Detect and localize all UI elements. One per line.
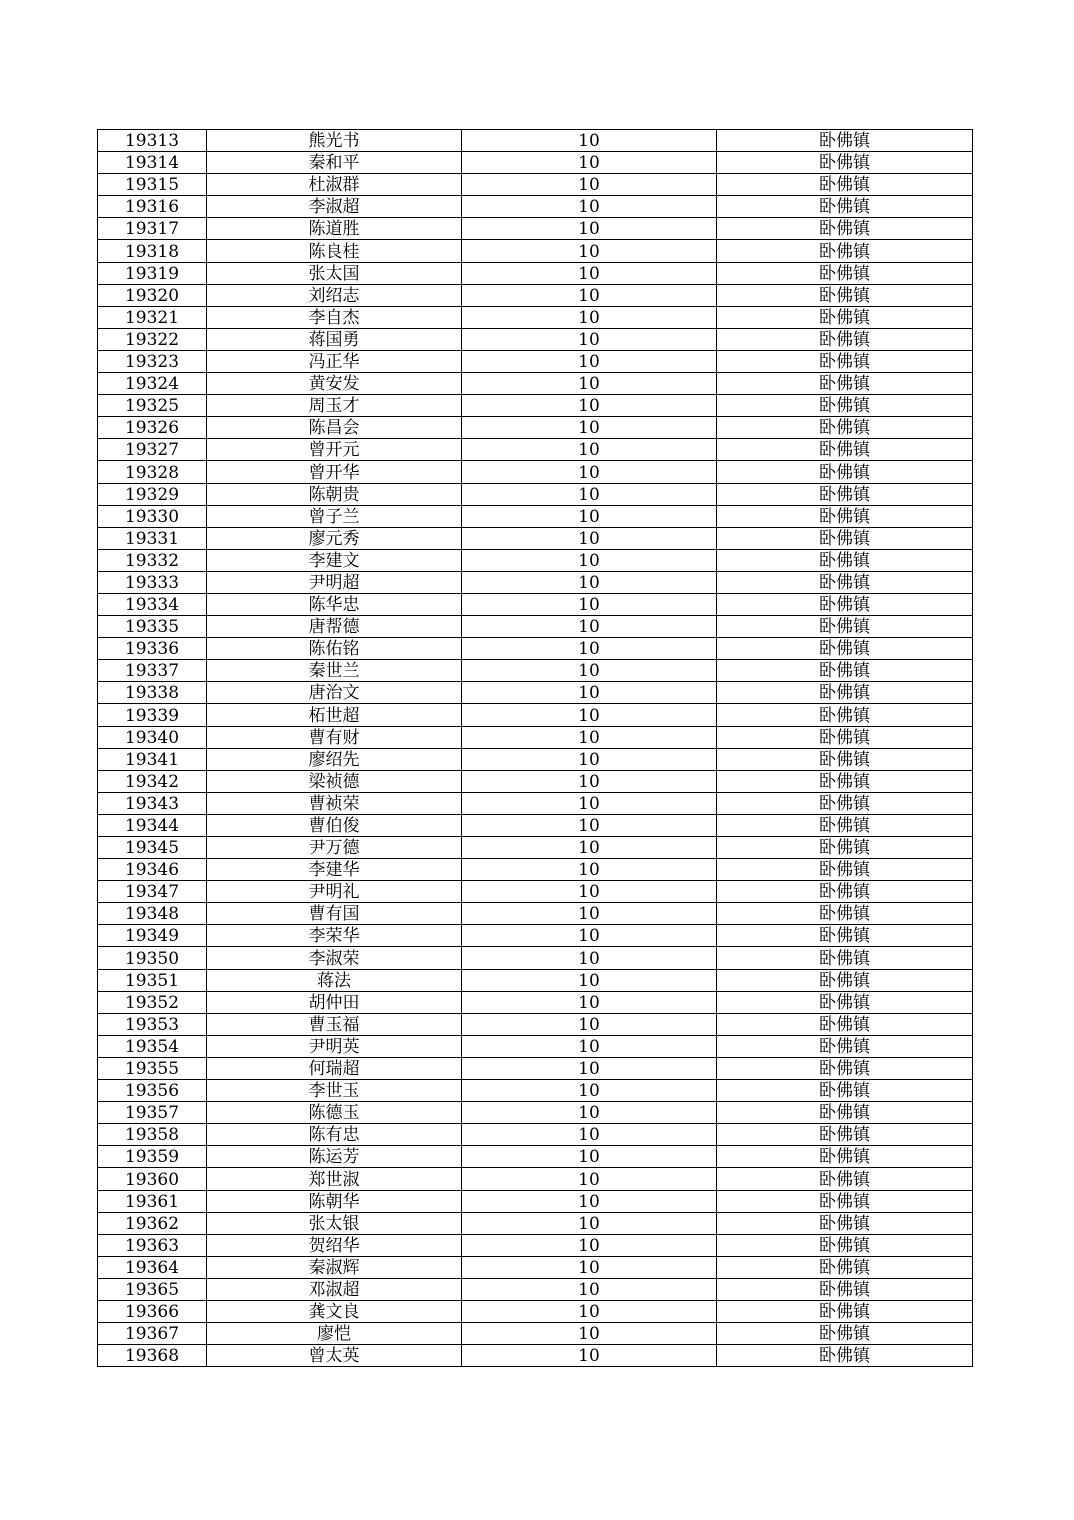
town-cell: 卧佛镇: [717, 1190, 973, 1212]
town-cell: 卧佛镇: [717, 1234, 973, 1256]
row-id-cell: 19358: [98, 1124, 207, 1146]
town-cell: 卧佛镇: [717, 1146, 973, 1168]
town-cell: 卧佛镇: [717, 1124, 973, 1146]
name-cell: 陈华忠: [207, 593, 462, 615]
amount-cell: 10: [462, 726, 717, 748]
amount-cell: 10: [462, 417, 717, 439]
amount-cell: 10: [462, 1124, 717, 1146]
table-row: [98, 527, 973, 549]
town-cell: 卧佛镇: [717, 306, 973, 328]
amount-cell: 10: [462, 130, 717, 152]
amount-cell: 10: [462, 1035, 717, 1057]
table-row: [98, 859, 973, 881]
town-cell: 卧佛镇: [717, 1057, 973, 1079]
row-id-cell: 19319: [98, 262, 207, 284]
table-row: [98, 660, 973, 682]
name-cell: 张太银: [207, 1212, 462, 1234]
table-row: [98, 991, 973, 1013]
table-row: [98, 903, 973, 925]
name-cell: 曾开元: [207, 439, 462, 461]
amount-cell: 10: [462, 682, 717, 704]
row-id-cell: 19344: [98, 814, 207, 836]
amount-cell: 10: [462, 770, 717, 792]
town-cell: 卧佛镇: [717, 814, 973, 836]
table-row: [98, 770, 973, 792]
town-cell: 卧佛镇: [717, 439, 973, 461]
table-row: [98, 130, 973, 152]
name-cell: 唐治文: [207, 682, 462, 704]
row-id-cell: 19361: [98, 1190, 207, 1212]
table-row: [98, 837, 973, 859]
name-cell: 李建文: [207, 549, 462, 571]
amount-cell: 10: [462, 262, 717, 284]
town-cell: 卧佛镇: [717, 174, 973, 196]
row-id-cell: 19349: [98, 925, 207, 947]
table-row: [98, 1278, 973, 1300]
amount-cell: 10: [462, 549, 717, 571]
row-id-cell: 19353: [98, 1013, 207, 1035]
row-id-cell: 19339: [98, 704, 207, 726]
amount-cell: 10: [462, 571, 717, 593]
name-cell: 曹祯荣: [207, 792, 462, 814]
row-id-cell: 19321: [98, 306, 207, 328]
row-id-cell: 19350: [98, 947, 207, 969]
town-cell: 卧佛镇: [717, 218, 973, 240]
town-cell: 卧佛镇: [717, 704, 973, 726]
row-id-cell: 19357: [98, 1102, 207, 1124]
amount-cell: 10: [462, 1146, 717, 1168]
town-cell: 卧佛镇: [717, 483, 973, 505]
table-row: [98, 1013, 973, 1035]
table-row: [98, 174, 973, 196]
table-row: [98, 483, 973, 505]
town-cell: 卧佛镇: [717, 770, 973, 792]
name-cell: 廖绍先: [207, 748, 462, 770]
name-cell: 廖恺: [207, 1323, 462, 1345]
name-cell: 张太国: [207, 262, 462, 284]
name-cell: 曾子兰: [207, 505, 462, 527]
amount-cell: 10: [462, 395, 717, 417]
amount-cell: 10: [462, 1212, 717, 1234]
name-cell: 陈佑铭: [207, 638, 462, 660]
name-cell: 李自杰: [207, 306, 462, 328]
town-cell: 卧佛镇: [717, 395, 973, 417]
town-cell: 卧佛镇: [717, 1212, 973, 1234]
amount-cell: 10: [462, 593, 717, 615]
amount-cell: 10: [462, 1278, 717, 1300]
town-cell: 卧佛镇: [717, 1080, 973, 1102]
name-cell: 龚文良: [207, 1300, 462, 1322]
table-row: [98, 1212, 973, 1234]
amount-cell: 10: [462, 483, 717, 505]
row-id-cell: 19367: [98, 1323, 207, 1345]
row-id-cell: 19313: [98, 130, 207, 152]
row-id-cell: 19323: [98, 350, 207, 372]
name-cell: 唐帮德: [207, 616, 462, 638]
row-id-cell: 19363: [98, 1234, 207, 1256]
row-id-cell: 19341: [98, 748, 207, 770]
town-cell: 卧佛镇: [717, 859, 973, 881]
name-cell: 曾开华: [207, 461, 462, 483]
name-cell: 黄安发: [207, 373, 462, 395]
amount-cell: 10: [462, 1057, 717, 1079]
name-cell: 李荣华: [207, 925, 462, 947]
name-cell: 刘绍志: [207, 284, 462, 306]
town-cell: 卧佛镇: [717, 616, 973, 638]
amount-cell: 10: [462, 306, 717, 328]
town-cell: 卧佛镇: [717, 417, 973, 439]
name-cell: 陈德玉: [207, 1102, 462, 1124]
table-row: [98, 240, 973, 262]
town-cell: 卧佛镇: [717, 328, 973, 350]
table-row: [98, 682, 973, 704]
row-id-cell: 19338: [98, 682, 207, 704]
town-cell: 卧佛镇: [717, 571, 973, 593]
table-row: [98, 284, 973, 306]
row-id-cell: 19343: [98, 792, 207, 814]
amount-cell: 10: [462, 991, 717, 1013]
table-row: [98, 814, 973, 836]
amount-cell: 10: [462, 1080, 717, 1102]
amount-cell: 10: [462, 461, 717, 483]
row-id-cell: 19362: [98, 1212, 207, 1234]
name-cell: 尹明礼: [207, 881, 462, 903]
amount-cell: 10: [462, 439, 717, 461]
row-id-cell: 19348: [98, 903, 207, 925]
row-id-cell: 19324: [98, 373, 207, 395]
table-row: [98, 638, 973, 660]
name-cell: 蒋国勇: [207, 328, 462, 350]
row-id-cell: 19368: [98, 1345, 207, 1367]
town-cell: 卧佛镇: [717, 1102, 973, 1124]
amount-cell: 10: [462, 196, 717, 218]
name-cell: 陈道胜: [207, 218, 462, 240]
table-row: [98, 1256, 973, 1278]
row-id-cell: 19318: [98, 240, 207, 262]
row-id-cell: 19351: [98, 969, 207, 991]
table-row: [98, 1323, 973, 1345]
amount-cell: 10: [462, 152, 717, 174]
amount-cell: 10: [462, 240, 717, 262]
amount-cell: 10: [462, 1323, 717, 1345]
amount-cell: 10: [462, 660, 717, 682]
town-cell: 卧佛镇: [717, 991, 973, 1013]
name-cell: 梁祯德: [207, 770, 462, 792]
name-cell: 曹有国: [207, 903, 462, 925]
table-row: [98, 1057, 973, 1079]
row-id-cell: 19330: [98, 505, 207, 527]
name-cell: 杜淑群: [207, 174, 462, 196]
name-cell: 曹伯俊: [207, 814, 462, 836]
row-id-cell: 19327: [98, 439, 207, 461]
amount-cell: 10: [462, 284, 717, 306]
amount-cell: 10: [462, 903, 717, 925]
name-cell: 贺绍华: [207, 1234, 462, 1256]
table-row: [98, 196, 973, 218]
town-cell: 卧佛镇: [717, 947, 973, 969]
row-id-cell: 19366: [98, 1300, 207, 1322]
name-cell: 冯正华: [207, 350, 462, 372]
table-row: [98, 792, 973, 814]
table-row: [98, 505, 973, 527]
name-cell: 陈昌会: [207, 417, 462, 439]
name-cell: 胡仲田: [207, 991, 462, 1013]
table-row: [98, 218, 973, 240]
amount-cell: 10: [462, 814, 717, 836]
row-id-cell: 19365: [98, 1278, 207, 1300]
table-row: [98, 1234, 973, 1256]
data-table: [97, 129, 973, 1367]
amount-cell: 10: [462, 1300, 717, 1322]
table-row: [98, 704, 973, 726]
row-id-cell: 19352: [98, 991, 207, 1013]
town-cell: 卧佛镇: [717, 792, 973, 814]
row-id-cell: 19360: [98, 1168, 207, 1190]
table-row: [98, 1102, 973, 1124]
town-cell: 卧佛镇: [717, 262, 973, 284]
name-cell: 尹明超: [207, 571, 462, 593]
amount-cell: 10: [462, 1345, 717, 1367]
table-row: [98, 461, 973, 483]
table-row: [98, 328, 973, 350]
row-id-cell: 19340: [98, 726, 207, 748]
town-cell: 卧佛镇: [717, 1323, 973, 1345]
row-id-cell: 19342: [98, 770, 207, 792]
town-cell: 卧佛镇: [717, 505, 973, 527]
amount-cell: 10: [462, 748, 717, 770]
town-cell: 卧佛镇: [717, 837, 973, 859]
table-row: [98, 1035, 973, 1057]
amount-cell: 10: [462, 1102, 717, 1124]
town-cell: 卧佛镇: [717, 682, 973, 704]
amount-cell: 10: [462, 350, 717, 372]
town-cell: 卧佛镇: [717, 593, 973, 615]
amount-cell: 10: [462, 328, 717, 350]
row-id-cell: 19322: [98, 328, 207, 350]
row-id-cell: 19317: [98, 218, 207, 240]
town-cell: 卧佛镇: [717, 1168, 973, 1190]
town-cell: 卧佛镇: [717, 1256, 973, 1278]
name-cell: 秦淑辉: [207, 1256, 462, 1278]
town-cell: 卧佛镇: [717, 130, 973, 152]
amount-cell: 10: [462, 947, 717, 969]
name-cell: 曹有财: [207, 726, 462, 748]
town-cell: 卧佛镇: [717, 1300, 973, 1322]
name-cell: 郑世淑: [207, 1168, 462, 1190]
row-id-cell: 19326: [98, 417, 207, 439]
amount-cell: 10: [462, 969, 717, 991]
town-cell: 卧佛镇: [717, 903, 973, 925]
town-cell: 卧佛镇: [717, 240, 973, 262]
name-cell: 陈良桂: [207, 240, 462, 262]
amount-cell: 10: [462, 704, 717, 726]
town-cell: 卧佛镇: [717, 527, 973, 549]
table-row: [98, 417, 973, 439]
table-row: [98, 947, 973, 969]
row-id-cell: 19329: [98, 483, 207, 505]
amount-cell: 10: [462, 792, 717, 814]
amount-cell: 10: [462, 527, 717, 549]
row-id-cell: 19355: [98, 1057, 207, 1079]
amount-cell: 10: [462, 1190, 717, 1212]
town-cell: 卧佛镇: [717, 196, 973, 218]
town-cell: 卧佛镇: [717, 284, 973, 306]
row-id-cell: 19347: [98, 881, 207, 903]
amount-cell: 10: [462, 1013, 717, 1035]
town-cell: 卧佛镇: [717, 350, 973, 372]
row-id-cell: 19325: [98, 395, 207, 417]
row-id-cell: 19345: [98, 837, 207, 859]
row-id-cell: 19320: [98, 284, 207, 306]
town-cell: 卧佛镇: [717, 726, 973, 748]
row-id-cell: 19335: [98, 616, 207, 638]
amount-cell: 10: [462, 174, 717, 196]
table-row: [98, 549, 973, 571]
table-row: [98, 593, 973, 615]
amount-cell: 10: [462, 218, 717, 240]
town-cell: 卧佛镇: [717, 549, 973, 571]
town-cell: 卧佛镇: [717, 748, 973, 770]
row-id-cell: 19337: [98, 660, 207, 682]
table-row: [98, 748, 973, 770]
table-row: [98, 306, 973, 328]
town-cell: 卧佛镇: [717, 373, 973, 395]
table-row: [98, 1146, 973, 1168]
town-cell: 卧佛镇: [717, 461, 973, 483]
name-cell: 李淑荣: [207, 947, 462, 969]
table-row: [98, 881, 973, 903]
name-cell: 尹万德: [207, 837, 462, 859]
table-row: [98, 1300, 973, 1322]
row-id-cell: 19332: [98, 549, 207, 571]
table-row: [98, 439, 973, 461]
name-cell: 何瑞超: [207, 1057, 462, 1079]
row-id-cell: 19331: [98, 527, 207, 549]
name-cell: 陈朝华: [207, 1190, 462, 1212]
row-id-cell: 19359: [98, 1146, 207, 1168]
name-cell: 陈朝贵: [207, 483, 462, 505]
amount-cell: 10: [462, 859, 717, 881]
amount-cell: 10: [462, 505, 717, 527]
table-row: [98, 1190, 973, 1212]
name-cell: 周玉才: [207, 395, 462, 417]
table-row: [98, 571, 973, 593]
town-cell: 卧佛镇: [717, 1345, 973, 1367]
town-cell: 卧佛镇: [717, 1013, 973, 1035]
row-id-cell: 19314: [98, 152, 207, 174]
name-cell: 陈运芳: [207, 1146, 462, 1168]
name-cell: 邓淑超: [207, 1278, 462, 1300]
row-id-cell: 19316: [98, 196, 207, 218]
row-id-cell: 19315: [98, 174, 207, 196]
town-cell: 卧佛镇: [717, 1035, 973, 1057]
amount-cell: 10: [462, 1256, 717, 1278]
table-row: [98, 1080, 973, 1102]
town-cell: 卧佛镇: [717, 1278, 973, 1300]
row-id-cell: 19336: [98, 638, 207, 660]
row-id-cell: 19334: [98, 593, 207, 615]
amount-cell: 10: [462, 925, 717, 947]
name-cell: 熊光书: [207, 130, 462, 152]
name-cell: 曹玉福: [207, 1013, 462, 1035]
table-row: [98, 373, 973, 395]
town-cell: 卧佛镇: [717, 638, 973, 660]
name-cell: 廖元秀: [207, 527, 462, 549]
amount-cell: 10: [462, 638, 717, 660]
town-cell: 卧佛镇: [717, 925, 973, 947]
row-id-cell: 19346: [98, 859, 207, 881]
town-cell: 卧佛镇: [717, 152, 973, 174]
table-row: [98, 395, 973, 417]
name-cell: 李建华: [207, 859, 462, 881]
amount-cell: 10: [462, 616, 717, 638]
amount-cell: 10: [462, 837, 717, 859]
town-cell: 卧佛镇: [717, 969, 973, 991]
table-row: [98, 616, 973, 638]
amount-cell: 10: [462, 881, 717, 903]
name-cell: 蒋法: [207, 969, 462, 991]
table-row: [98, 262, 973, 284]
table-body: [98, 130, 973, 1367]
table-row: [98, 1168, 973, 1190]
name-cell: 李淑超: [207, 196, 462, 218]
name-cell: 曾太英: [207, 1345, 462, 1367]
row-id-cell: 19328: [98, 461, 207, 483]
table-row: [98, 969, 973, 991]
table-row: [98, 726, 973, 748]
amount-cell: 10: [462, 373, 717, 395]
name-cell: 柘世超: [207, 704, 462, 726]
table-row: [98, 1124, 973, 1146]
table-row: [98, 1345, 973, 1367]
name-cell: 秦世兰: [207, 660, 462, 682]
name-cell: 陈有忠: [207, 1124, 462, 1146]
amount-cell: 10: [462, 1168, 717, 1190]
table-row: [98, 350, 973, 372]
name-cell: 李世玉: [207, 1080, 462, 1102]
table-row: [98, 925, 973, 947]
table-row: [98, 152, 973, 174]
row-id-cell: 19356: [98, 1080, 207, 1102]
amount-cell: 10: [462, 1234, 717, 1256]
row-id-cell: 19354: [98, 1035, 207, 1057]
town-cell: 卧佛镇: [717, 881, 973, 903]
town-cell: 卧佛镇: [717, 660, 973, 682]
name-cell: 秦和平: [207, 152, 462, 174]
row-id-cell: 19364: [98, 1256, 207, 1278]
name-cell: 尹明英: [207, 1035, 462, 1057]
row-id-cell: 19333: [98, 571, 207, 593]
